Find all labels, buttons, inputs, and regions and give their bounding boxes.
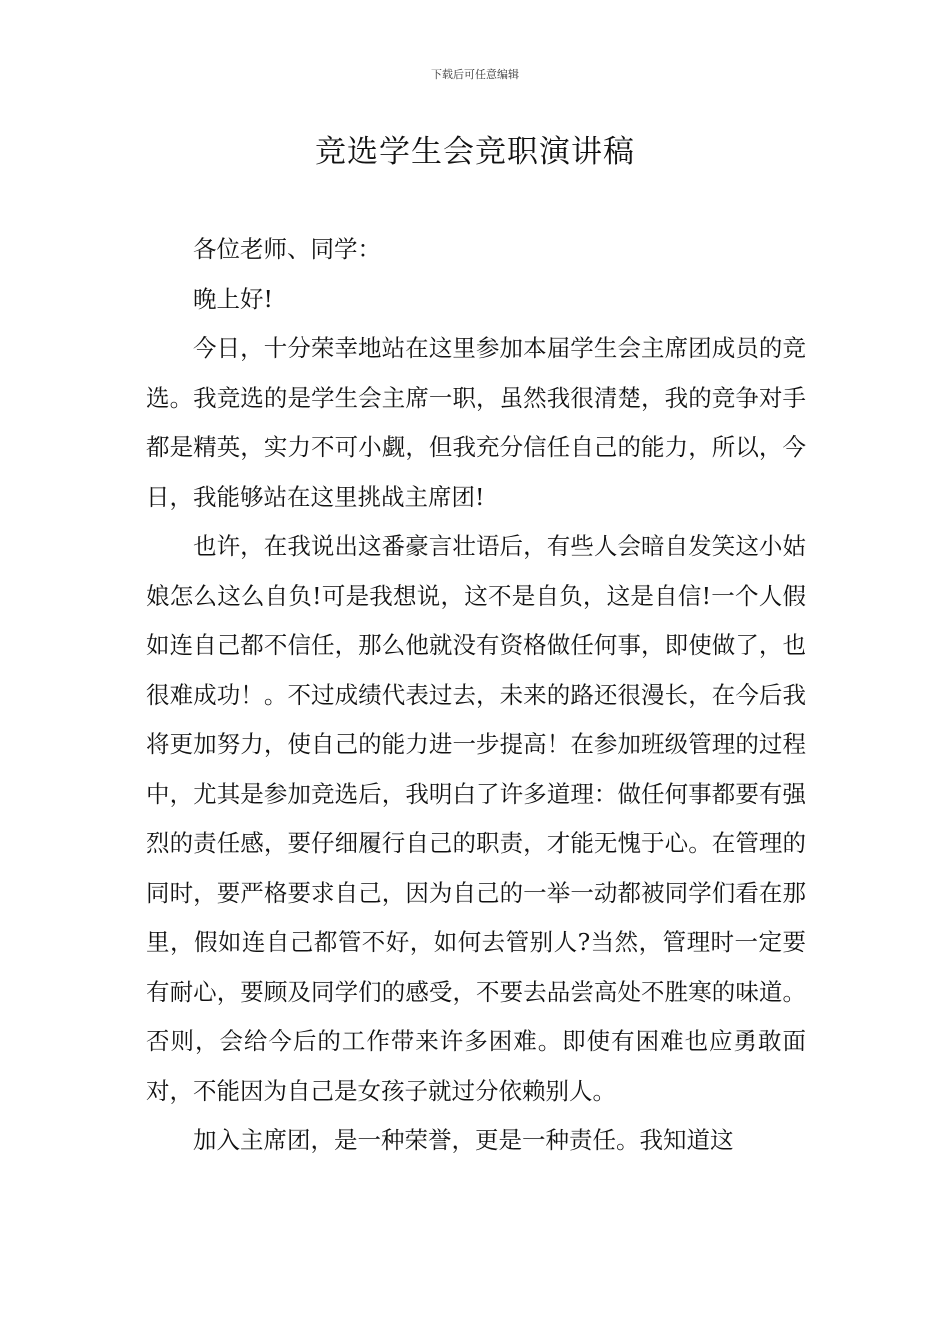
- paragraph-closing: 加入主席团，是一种荣誉，更是一种责任。我知道这: [193, 1126, 734, 1154]
- paragraph-main: 也许，在我说出这番豪言壮语后，有些人会暗自发笑这小姑娘怎么这么自负!可是我想说，这不是自负，这是自信!一个人假如连自己都不信任，那么他就没有资格做任何事，即使做了，也很难成功！。不过成绩代表过去，未来的路还很漫长，在今后我将更加努力，使自己的能力进一步提高！在参加班级管理的过程中，尤其是参加竞选后，我明白了许多道理：做任何事都要有强烈的责任感，要仔细履行自己的职责，才能无愧于心。在管理的同时，要严格要求自己，因为自己的一举一动都被同学们看在那里，假如连自己都管不好，如何去管别人?当然，管理时一定要有耐心，要顾及同学们的感受，不要去品尝高处不胜寒的味道。否则，会给今后的工作带来许多困难。即使有困难也应勇敢面对，不能因为自己是女孩子就过分依赖别人。: [146, 532, 806, 1105]
- document-body: [146, 225, 806, 1166]
- header-note: 下载后可任意编辑: [431, 68, 519, 81]
- document-title: 竞选学生会竞职演讲稿: [315, 134, 635, 170]
- paragraph-intro: 今日，十分荣幸地站在这里参加本届学生会主席团成员的竞选。我竞选的是学生会主席一职，虽然我很清楚，我的竞争对手都是精英，实力不可小觑，但我充分信任自己的能力，所以，今日，我能够站在这里挑战主席团!: [146, 334, 806, 511]
- paragraph-salutation: 各位老师、同学：: [193, 235, 381, 263]
- paragraph-greeting: 晚上好!: [193, 284, 273, 313]
